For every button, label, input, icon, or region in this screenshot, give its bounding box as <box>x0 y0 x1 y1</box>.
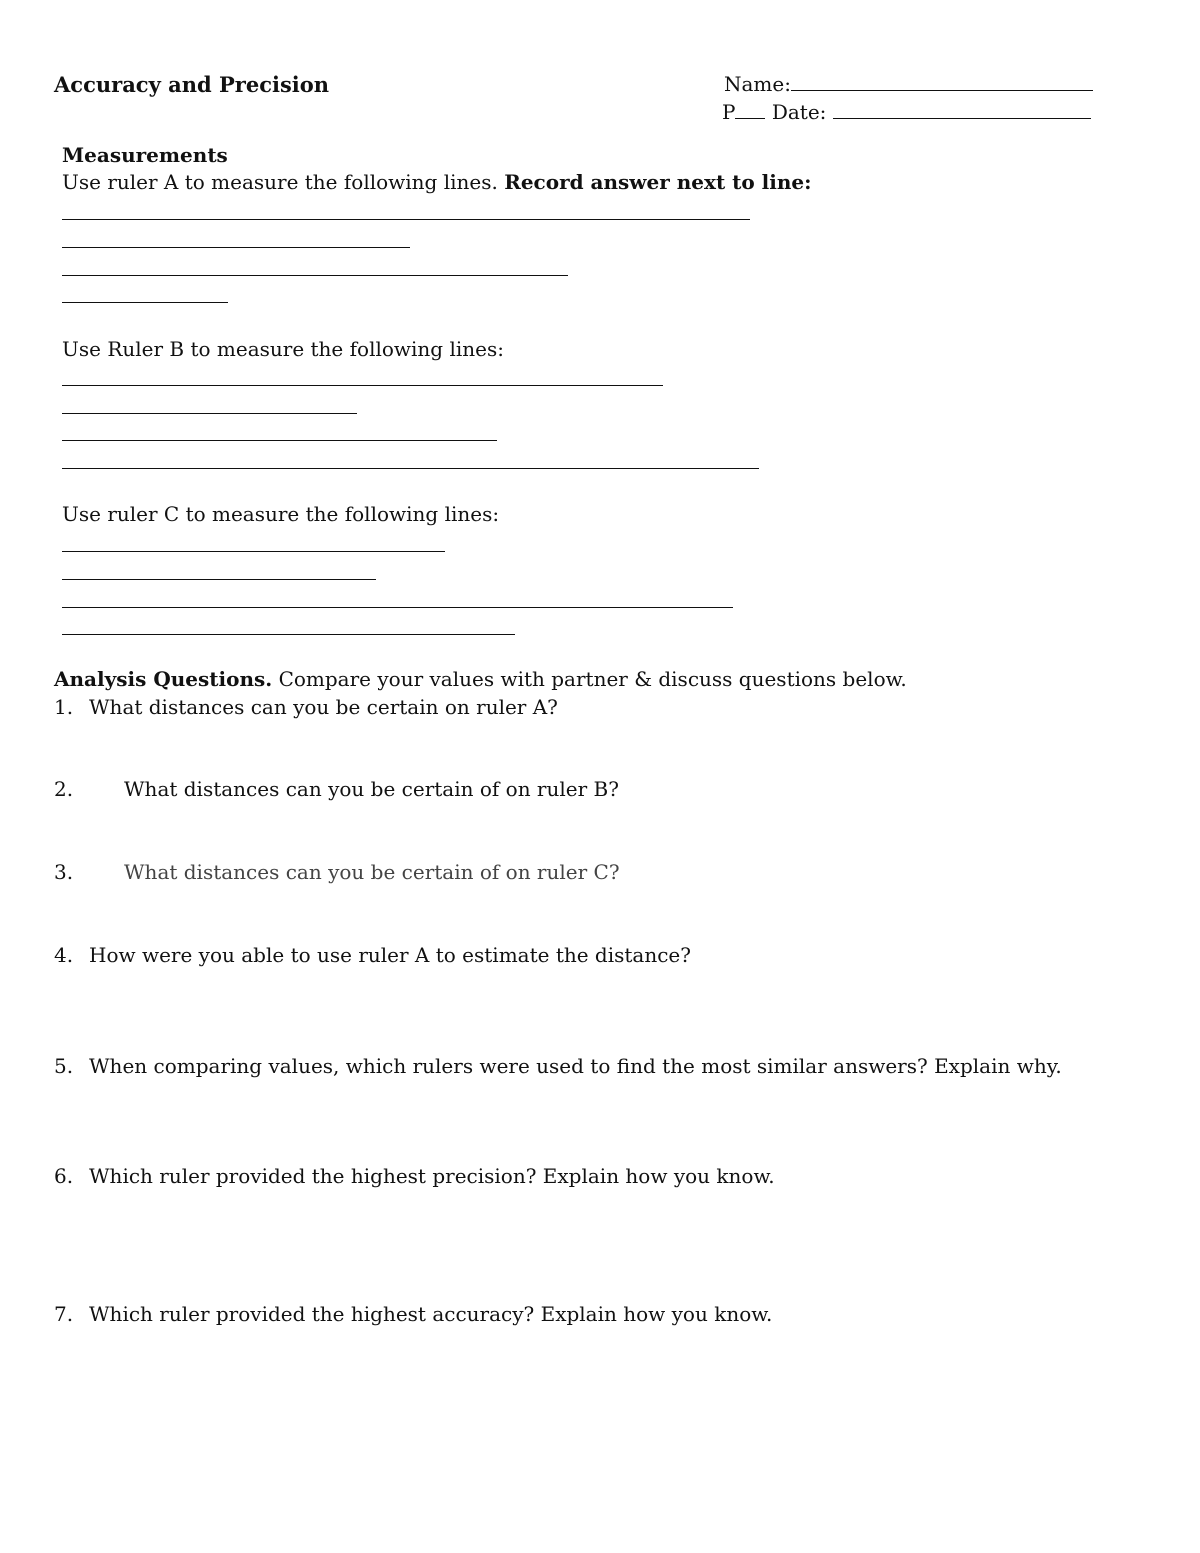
name-blank[interactable] <box>791 73 1093 91</box>
ruler-b-line-4 <box>62 468 759 469</box>
analysis-intro: Compare your values with partner & discuss questions below. <box>278 667 907 691</box>
name-label: Name: <box>724 72 791 96</box>
ruler-a-instruction-text: Use ruler A to measure the following lines. <box>62 170 498 194</box>
name-field-row <box>724 72 1093 96</box>
question-4-text: How were you able to use ruler A to estimate the distance? <box>89 943 691 967</box>
question-4-number: 4. <box>54 943 74 967</box>
ruler-a-line-1 <box>62 219 750 220</box>
ruler-c-line-2 <box>62 579 376 580</box>
measurements-heading: Measurements <box>62 143 228 167</box>
date-label: Date: <box>771 100 827 124</box>
period-date-row <box>722 100 1091 124</box>
ruler-b-line-2 <box>62 413 357 414</box>
question-3-text: What distances can you be certain of on ruler C? <box>124 860 620 884</box>
question-5-text: When comparing values, which rulers were used to find the most similar answers? Explain why. <box>89 1054 1062 1078</box>
date-blank[interactable] <box>833 101 1091 119</box>
ruler-c-line-4 <box>62 634 515 635</box>
ruler-b-line-1 <box>62 385 663 386</box>
question-1-text: What distances can you be certain on ruler A? <box>89 695 558 719</box>
ruler-c-line-1 <box>62 551 445 552</box>
ruler-a-instruction-bold: Record answer next to line: <box>504 170 812 194</box>
ruler-a-line-3 <box>62 275 568 276</box>
question-1-number: 1. <box>54 695 74 719</box>
question-6-text: Which ruler provided the highest precision? Explain how you know. <box>89 1164 775 1188</box>
question-2-number: 2. <box>54 777 74 801</box>
ruler-a-instruction <box>62 170 812 194</box>
ruler-c-line-3 <box>62 607 733 608</box>
question-3-number: 3. <box>54 860 74 884</box>
ruler-a-line-2 <box>62 247 410 248</box>
question-7-number: 7. <box>54 1302 74 1326</box>
ruler-a-line-4 <box>62 302 228 303</box>
analysis-intro-row <box>54 667 907 691</box>
worksheet-title: Accuracy and Precision <box>54 72 330 97</box>
analysis-heading: Analysis Questions. <box>54 667 273 691</box>
question-7-text: Which ruler provided the highest accuracy? Explain how you know. <box>89 1302 773 1326</box>
question-6-number: 6. <box>54 1164 74 1188</box>
question-5-number: 5. <box>54 1054 74 1078</box>
ruler-b-instruction: Use Ruler B to measure the following lines: <box>62 337 504 361</box>
ruler-b-line-3 <box>62 440 497 441</box>
question-2-text: What distances can you be certain of on ruler B? <box>124 777 619 801</box>
period-label: P <box>722 100 736 124</box>
period-blank[interactable] <box>735 101 765 119</box>
ruler-c-instruction: Use ruler C to measure the following lines: <box>62 502 500 526</box>
